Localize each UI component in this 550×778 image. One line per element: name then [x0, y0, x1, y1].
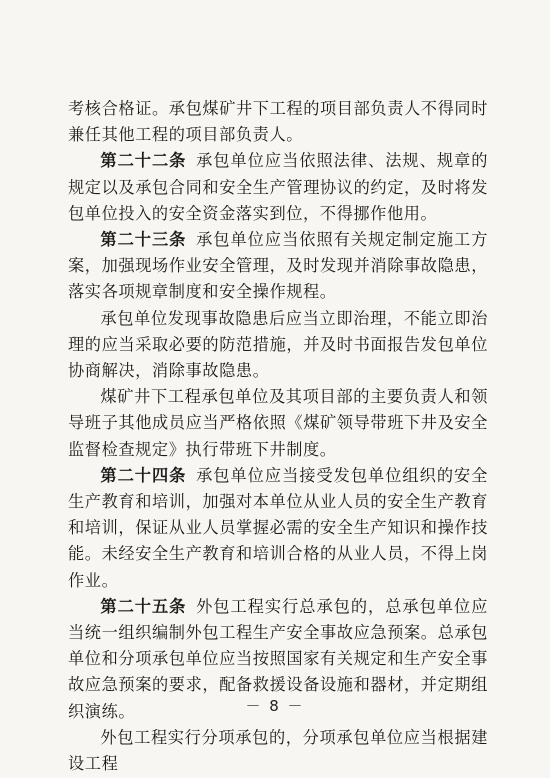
article-24: [68, 463, 488, 594]
paragraph-text: 外包工程实行总承包的，总承包单位应当统一组织编制外包工程生产安全事故应急预案。总承包单位和分项承包单位应当按照国家有关规定和生产安全事故应急预案的要求，配备救援设备设施和器材，并定期组织演练。: [68, 596, 489, 721]
paragraph-text: 承包单位应当接受发包单位组织的安全生产教育和培训，加强对本单位从业人员的安全生产教育和培训，保证从业人员掌握必需的安全生产知识和操作技能。未经安全生产教育和培训合格的从业人员，不得上岗作业。: [68, 465, 489, 590]
paragraph: [68, 725, 488, 777]
paragraph-text: 承包单位发现事故隐患后应当立即治理，不能立即治理的应当采取必要的防范措施，并及时书面报告发包单位协商解决，消除事故隐患。: [68, 308, 488, 381]
paragraph-text: 外包工程实行分项承包的，分项承包单位应当根据建设工程: [68, 727, 488, 774]
page-number: － 8 －: [245, 697, 305, 715]
article-number: 第二十四条: [100, 465, 187, 485]
article-23: [68, 227, 488, 306]
article-number: 第二十三条: [100, 230, 187, 250]
article-number: 第二十二条: [100, 151, 187, 171]
paragraph-text: 煤矿井下工程承包单位及其项目部的主要负责人和领导班子其他成员应当严格依照《煤矿领导带班下井及安全监督检查规定》执行带班下井制度。: [68, 387, 488, 459]
paragraph-continuation: [68, 96, 488, 148]
paragraph-text: 承包单位应当依照法律、法规、规章的规定以及承包合同和安全生产管理协议的约定，及时将发包单位投入的安全资金落实到位，不得挪作他用。: [68, 151, 489, 223]
article-number: 第二十五条: [100, 596, 187, 616]
paragraph-text: 考核合格证。承包煤矿井下工程的项目部负责人不得同时兼任其他工程的项目部负责人。: [68, 99, 488, 145]
paragraph: [68, 384, 488, 463]
paragraph-text: 承包单位应当依照有关规定制定施工方案，加强现场作业安全管理，及时发现并消除事故隐患，落实各项规章制度和安全操作规程。: [68, 230, 489, 302]
article-22: [68, 148, 488, 227]
document-body: [68, 96, 488, 777]
paragraph: [68, 306, 488, 385]
